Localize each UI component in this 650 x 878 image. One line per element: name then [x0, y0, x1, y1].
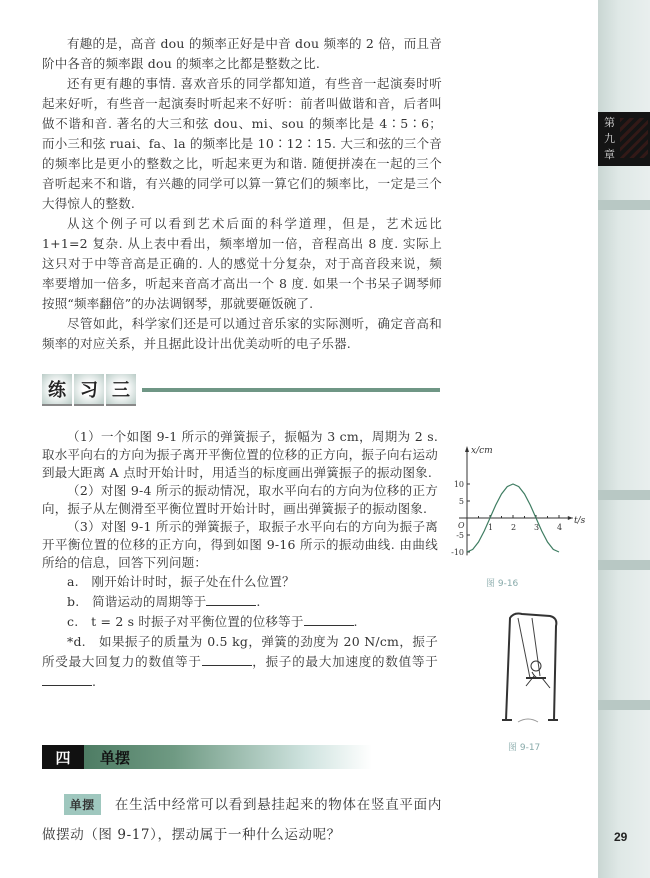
exercise-title-char: 三: [106, 374, 136, 406]
page-number: 29: [614, 830, 628, 844]
period: .: [256, 594, 261, 609]
x-tick-label: 3: [534, 523, 540, 532]
y-tick-label: -5: [456, 531, 464, 540]
paragraph: [42, 790, 442, 850]
chapter-char: 章: [604, 148, 615, 161]
chapter-tab-image: [620, 118, 648, 158]
chapter-char: 第: [604, 116, 615, 129]
exercise-text: [42, 428, 438, 692]
section-number: 四: [42, 745, 84, 769]
question-text: c. t = 2 s 时振子对平衡位置的位移等于: [67, 614, 304, 629]
exercise-title-char: 习: [74, 374, 104, 406]
reading-text: [42, 34, 442, 354]
heading-rule: [142, 388, 440, 392]
paragraph: 尽管如此，科学家们还是可以通过音乐家的实际测听，确定音高和频率的对应关系，并且据此设计出优美动听的电子乐器.: [42, 316, 442, 351]
swing-illustration: [488, 610, 568, 725]
x-tick-label: 1: [488, 523, 494, 532]
figure-caption: 图 9-16: [486, 579, 519, 589]
keyword-badge: 单摆: [64, 794, 101, 815]
origin-label: O: [458, 521, 465, 530]
x-tick-label: 4: [557, 523, 563, 532]
answer-blank: [304, 613, 354, 626]
exercise-heading: [42, 374, 440, 406]
question-3: （3）对图 9-1 所示的弹簧振子，取振子水平向右的方向为振子离开平衡位置的位移的正方向，得到如图 9-16 所示的振动曲线. 由曲线所给的信息，回答下列问题：: [42, 519, 438, 570]
question-text: b. 简谐运动的周期等于: [67, 594, 207, 609]
figure-caption: 图 9-17: [508, 743, 541, 753]
y-axis-arrow: [465, 446, 469, 452]
question-3d: [42, 632, 438, 692]
y-tick-label: -10: [451, 548, 464, 557]
chapter-tab: [598, 112, 650, 166]
answer-blank: [206, 593, 256, 606]
period: .: [353, 614, 358, 629]
answer-blank: [202, 653, 252, 666]
question-3a: [42, 572, 438, 592]
question-text: ，振子的最大加速度的数值等于: [251, 654, 438, 669]
y-axis-label: x/cm: [471, 446, 493, 456]
question-text: a. 刚开始计时时，振子处在什么位置？: [67, 574, 295, 589]
section-title: 单摆: [100, 749, 131, 767]
section-body: 在生活中经常可以看到悬挂起来的物体在竖直平面内做摆动（图 9-17），摆动属于一种什么运动呢？: [42, 797, 442, 843]
question-3c: [42, 612, 438, 632]
paragraph: 还有更有趣的事情. 喜欢音乐的同学都知道，有些音一起演奏时听起来好听，有些音一起演奏时听起来不好听：前者叫做谐和音，后者叫做不谐和音. 著名的大三和弦 dou、mi、sou 的频率比是 4∶5∶6；而小三和弦 ruai、fa、la 的频率比是 10∶12∶15. 大三和弦的三个音的频率比是更小的整数之比，听起来更为和谐. 随便拼凑在一起的三个音听起来不和谐，有兴趣的同学可以算一算它们的频率比，一定是三个大得惊人的整数.: [42, 76, 442, 211]
section-heading: [42, 745, 372, 769]
question-1: （1）一个如图 9-1 所示的弹簧振子，振幅为 3 cm，周期为 2 s. 取水平向右的方向为振子离开平衡位置的位移的正方向，振子向右运动到最大距离 A 点时开始计时，用适当的标度画出弹簧振子的振动图象.: [42, 429, 438, 480]
answer-blank: [42, 673, 92, 686]
x-axis-label: t/s: [573, 516, 586, 526]
question-text: *d. 如果振子的质量为 0.5 kg，弹簧的劲度为 20 N/cm，振子所受最大回复力的数值等于: [42, 634, 438, 669]
vibration-chart: [442, 440, 598, 575]
question-2: （2）对图 9-4 所示的振动情况，取水平向右的方向为位移的正方向，振子从左侧滑至平衡位置时开始计时，画出弹簧振子的振动图象.: [42, 483, 438, 516]
y-tick-label: 5: [458, 497, 464, 506]
x-tick-label: 2: [511, 523, 517, 532]
x-axis-arrow: [568, 516, 573, 520]
exercise-title-char: 练: [42, 374, 72, 406]
question-3b: [42, 592, 438, 612]
section-text: [42, 790, 442, 850]
period: .: [92, 674, 97, 689]
y-tick-label: 10: [453, 480, 464, 489]
paragraph: 从这个例子可以看到艺术后面的科学道理，但是，艺术远比 1+1=2 复杂. 从上表中看出，频率增加一倍，音程高出 8 度. 实际上这只对于中等音高是正确的. 人的感觉十分复杂，对于高音段来说，频率要增加一倍多，听起来音高才高出一个 8 度. 如果一个书呆子调琴师按照“频率翻倍”的办法调钢琴，那就要砸饭碗了.: [42, 216, 442, 311]
paragraph: 有趣的是，高音 dou 的频率正好是中音 dou 频率的 2 倍，而且音阶中各音的频率跟 dou 的频率之比都是整数之比.: [42, 36, 442, 71]
chapter-char: 九: [604, 132, 615, 145]
